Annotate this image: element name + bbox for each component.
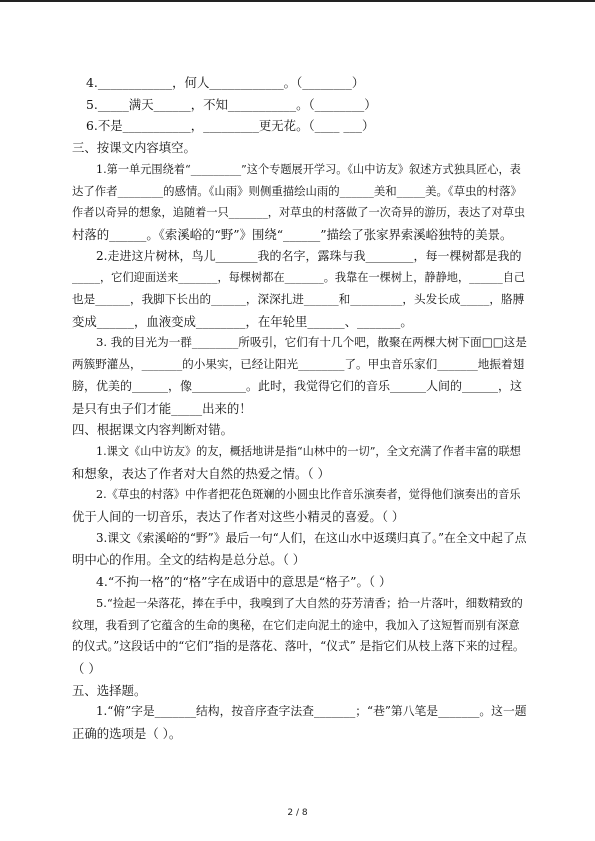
question-3-2-line-4: 变成______，血液变成________，在年轮里______、_______。: [72, 313, 413, 329]
page-number: 2 / 8: [287, 808, 308, 818]
question-4-4: 4.“不拘一格”的“格”字在成语中的意思是“格子”。（ ）: [96, 574, 392, 590]
section-heading-4: 四、根据课文内容判断对错。: [72, 422, 234, 438]
poem-fill-4: 4.____________，何人____________。（________）: [86, 75, 365, 90]
question-5-1-line-1: 1.“俯”字是_______结构，按音序查字法查_______；“巷”第八笔是_______。这一题: [96, 704, 527, 719]
section-heading-3: 三、按课文内容填空。: [72, 140, 196, 156]
question-4-1-line-2: 和想象，表达了作者对大自然的热爱之情。（ ）: [72, 465, 330, 481]
question-3-3-line-4: 是只有虫子们才能_____出来的！: [72, 400, 252, 416]
question-3-1-line-1: 1.第一单元围绕着“_________”这个专题展开学习。《山中访友》叙述方式独具匠心，表: [96, 162, 521, 176]
question-3-1-line-3: 作者以奇异的想象，追随着一只_______，对草虫的村落做了一次奇异的游历，表达了对草虫: [72, 206, 526, 220]
section-heading-5: 五、选择题。: [72, 682, 147, 698]
question-4-5-line-1: 5.“捡起一朵落花，捧在手中，我嗅到了大自然的芬芳清香；拾一片落叶，细数精致的: [96, 595, 523, 610]
question-3-1-line-2: 达了作者________的感情。《山雨》则侧重描绘山雨的______美和_____美。《草虫的村落》: [72, 183, 522, 198]
question-3-3-line-1: 3. 我的目光为一群________所吸引，它们有十几个吧，散聚在两棵大树下面□□这是: [96, 335, 527, 350]
question-3-2-line-1: 2.走进这片树林，鸟儿_______我的名字，露珠与我________，每一棵树都是我的: [96, 248, 522, 263]
question-4-1-line-1: 1.课文《山中访友》的友，概括地讲是指“山林中的一切”，全文充满了作者丰富的联想: [96, 444, 521, 458]
poem-fill-5: 5._____满天______，不知___________。（________）: [86, 96, 377, 112]
poem-fill-6: 6.不是___________，_________更无花。（____ ___）: [86, 118, 375, 134]
question-3-2-line-3: 也是______，我脚下长出的______，深深扎进______和_________，头发长成_____，胳膊: [72, 292, 525, 307]
question-4-5-line-4: （ ）: [72, 660, 101, 676]
question-4-5-line-2: 纹理，我看到了它蕴含的生命的奥秘，在它们走向泥土的途中，我加入了这短暂而别有深意: [72, 618, 520, 632]
question-3-3-line-3: 膀，优美的______，像_________。此时，我觉得它们的音乐______人间的______，这: [72, 378, 523, 393]
question-4-2-line-2: 优于人间的一切音乐，表达了作者对这些小精灵的喜爱。（ ）: [72, 509, 405, 525]
question-3-1-line-4: 村落的______。《索溪峪的“野”》围绕“______”描绘了张家界索溪峪独特的美景。: [72, 226, 513, 242]
question-3-2-line-2: _____，它们迎面送来_______，每棵树都在_______。我靠在一棵树上，静静地，______自己: [72, 271, 526, 285]
page-body: [72, 72, 527, 745]
question-5-1-line-2: 正确的选项是（ ）。: [72, 726, 182, 742]
question-4-3-line-2: 明中心的作用。全文的结构是总分总。（ ）: [72, 552, 306, 568]
question-4-3-line-1: 3.课文《索溪峪的“野”》最后一句“人们，在这山水中返璞归真了。”在全文中起了点: [96, 530, 527, 545]
question-4-5-line-3: 的仪式。”这段话中的“它们”指的是落花、落叶，“仪式” 是指它们从枝上落下来的过程。: [72, 639, 525, 654]
question-3-3-line-2: 两簇野灌丛，_______的小果实，已经让阳光________了。甲虫音乐家们_______地振着翅: [72, 357, 525, 372]
top-rule: [0, 0, 595, 2]
question-4-2-line-1: 2.《草虫的村落》中作者把花色斑斓的小圆虫比作音乐演奏者，觉得他们演奏出的音乐: [96, 488, 521, 502]
